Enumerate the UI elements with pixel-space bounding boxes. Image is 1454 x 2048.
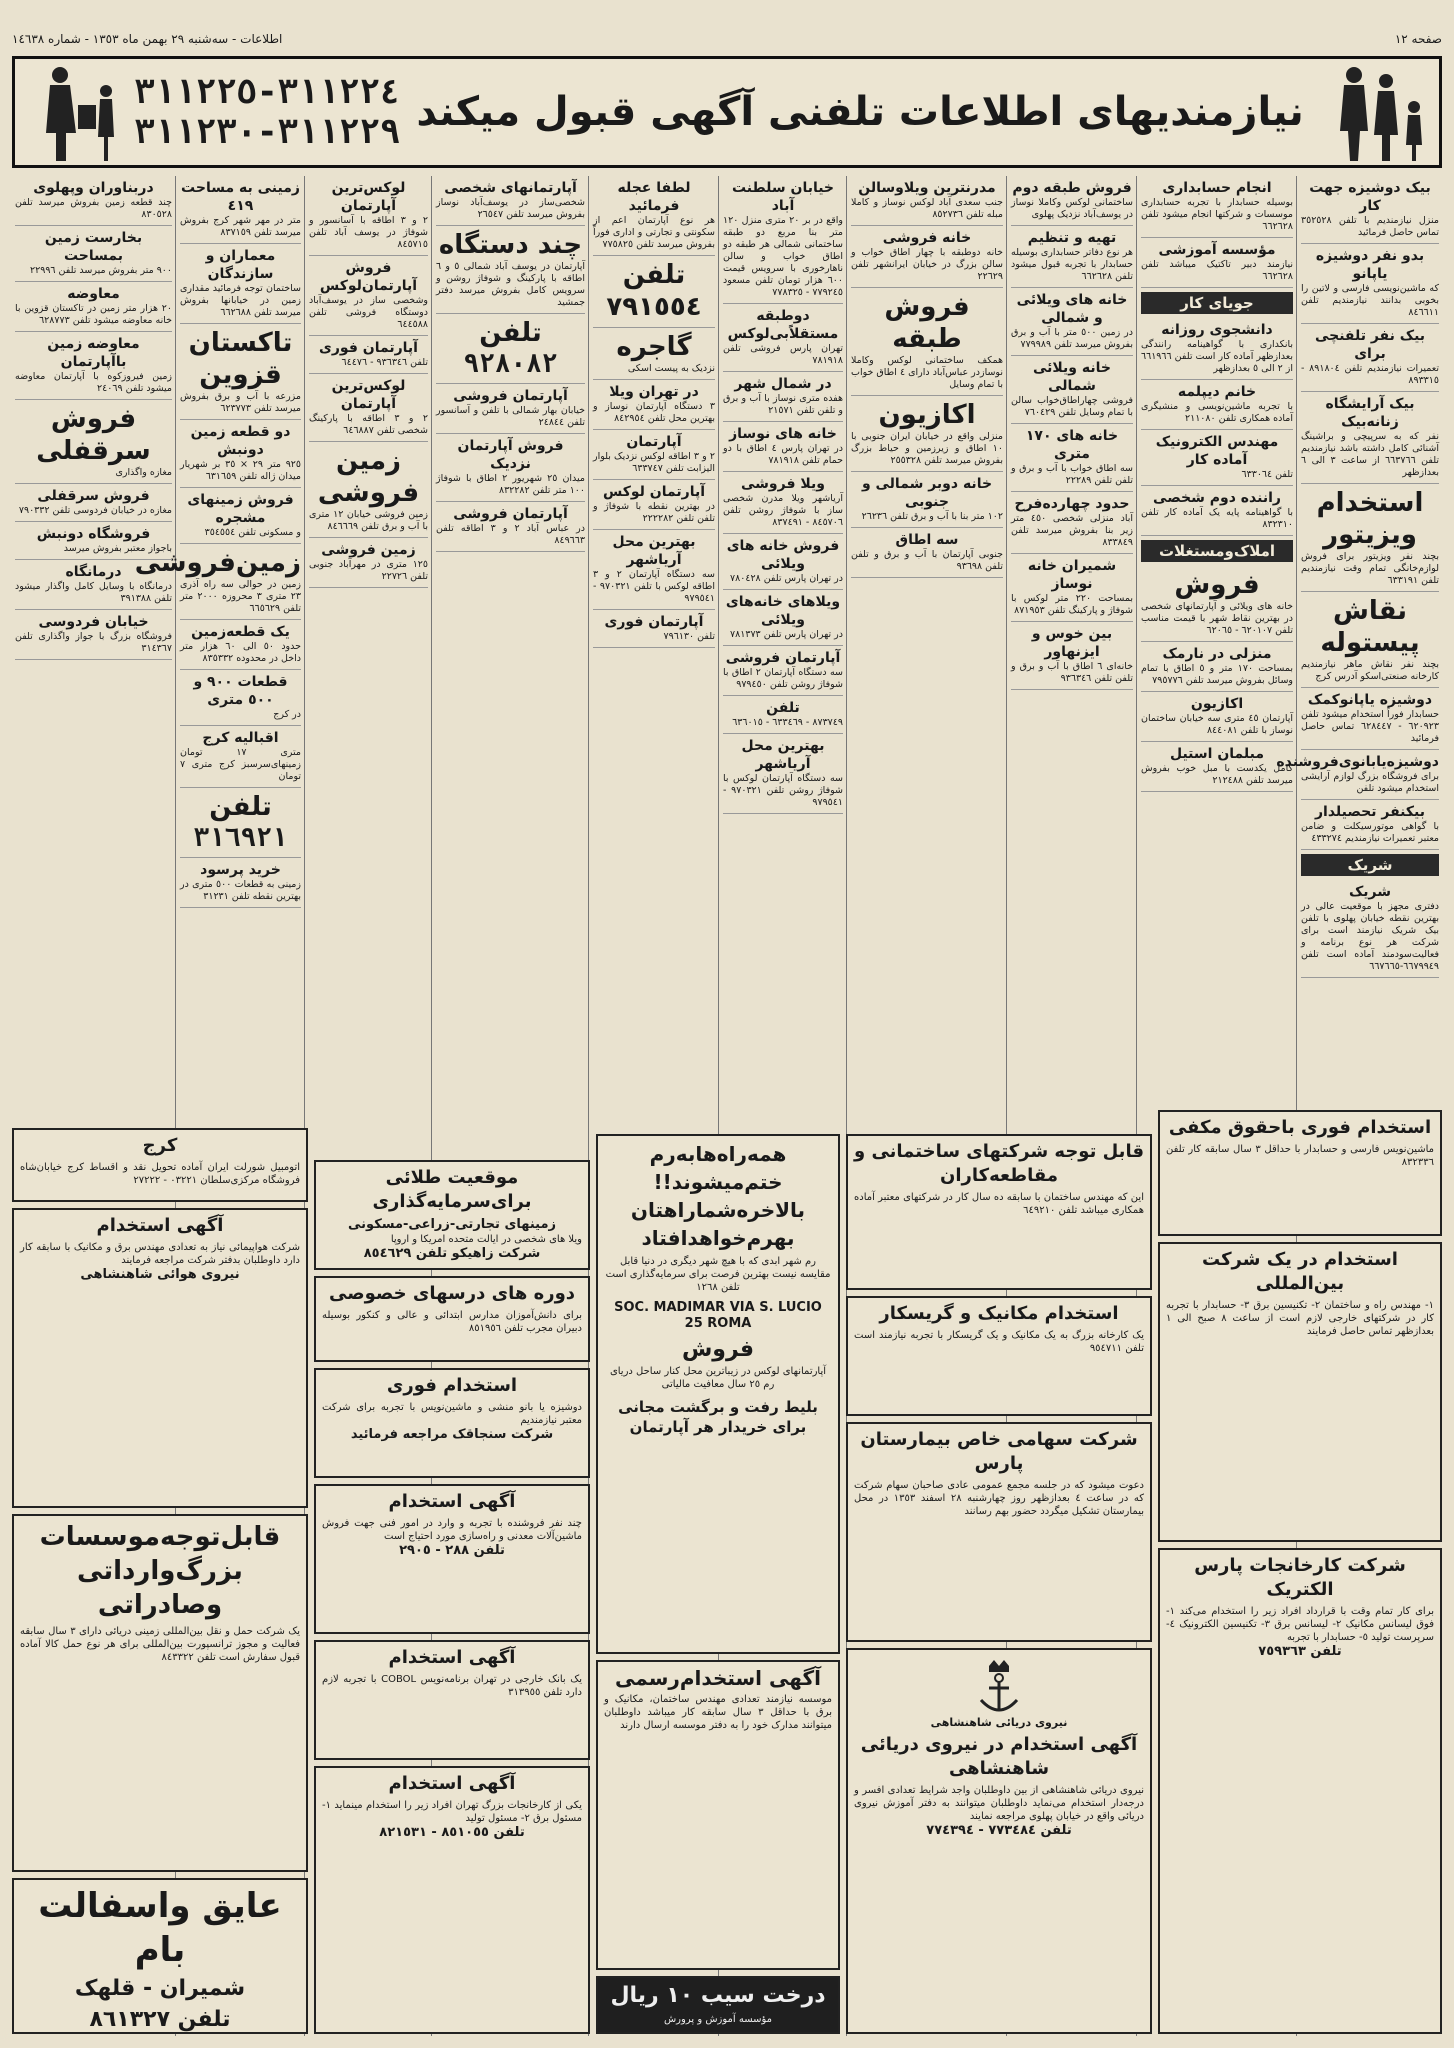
classified-column-6 xyxy=(590,176,718,1136)
classified-ad: آپارتمان فروشی در عباس آباد ٢ و ٣ اطاقه تلفن ٨٤٩٦٦٣ xyxy=(436,502,585,552)
construction-engineer-ad: قابل توجه شرکتهای ساختمانی و مقاطعه‌کاران این که مهندس ساختمان با سابقه ده سال کار در شرکتهای معتبر آماده همکاری میباشد تلفن ٦٤٩٢١٠ xyxy=(846,1134,1152,1290)
classified-ad: مبلمان استیل کامل یکدست با مبل خوب بفروش میرسد تلفن ٢١٢٤٨٨ xyxy=(1141,742,1293,792)
classified-ad: ویلا فروشی آریاشهر ویلا مدرن شخصی ساز با شوفاژ روشن تلفن ٨٤٥٧٠٦ - ٨٣٧٤٩١ xyxy=(723,472,843,534)
classified-ad: خانه های ویلائی و شمالی در زمین ٥٠٠ متر با آب و برق بفروش میرسد تلفن ٧٧٩٩٨٩ xyxy=(1011,288,1133,356)
classified-ad: زمین فروشی ١٢٥ متری در مهرآباد جنوبی تلفن ٢٢٧٢٦ xyxy=(309,538,428,588)
classified-ad: زمین‌فروشی زمین در حوالی سه راه آذری ٢٣ متری ٣ محروزه ٢٠٠٠ متر تلفن ٦٦٥٦٢٩ xyxy=(180,544,301,620)
classified-ad: زمین فروشی زمین فروشی خیابان ١٢ متری با آب و برق تلفن ٨٤٦٦٦٩ xyxy=(309,442,428,538)
classified-ad: خرید پرسود زمینی به قطعات ٥٠٠ متری در بهترین نقطه تلفن ٣١٢٣١ xyxy=(180,858,301,908)
classified-ad: خانم دیپلمه با تجربه ماشین‌نویسی و منشیگری آماده همکاری تلفن ٢١١٠٨٠ xyxy=(1141,380,1293,430)
car-dealer-ad: کرج اتومبیل شورلت ایران آماده تحویل نقد و اقساط کرج خیابان‌شاه فروشگاه مرکزی‌سلطان ٠٣٢٢١ - ٢٧٢٢٢ xyxy=(12,1128,308,1202)
classified-ad: فروش آپارتمان نزدیک میدان ٢٥ شهریور ٢ اطاق با شوفاژ ١٠٠ متر تلفن ٨٣٢٢٨٢ xyxy=(436,434,585,502)
classified-ad: فروشگاه دونبش باجواز معتبر بفروش میرسد xyxy=(15,522,172,560)
classified-column-3 xyxy=(1008,176,1136,1186)
classified-ad: دوطبقه مستقلاًبی‌لوکس تهران پارس فروشی تلفن ٧٨١٩١٨ xyxy=(723,304,843,372)
classified-ad: یک قطعه‌زمین حدود ٥٠ الی ٦٠ هزار متر داخل در محدوده ٨٣٥٣٣٢ xyxy=(180,620,301,670)
classified-ad: خیابان سلطنت آباد واقع در بر ٢٠ متری منزل ١٢٠ متر بنا مربع دو طبقه ساختمانی شمالی هر طبقه دو اطاق خواب و سالن ناهارخوری با سرویس قیمت ٦٠٠ هزار تومان تلفن مسعود ٧٧٩٢٤٥ - ٧٧٨٣٢٥ xyxy=(723,176,843,304)
classified-ad: فروش سرقفلی مغازه واگذاری xyxy=(15,400,172,484)
classified-ad: فروش طبقه دوم ساختمانی لوکس وکاملا نوساز در یوسف‌آباد نزدیک پهلوی xyxy=(1011,176,1133,226)
classified-ad: فروش خانه های ویلائی در تهران پارس تلفن ٧٨٠٤٢٨ xyxy=(723,534,843,590)
shoppers-illustration xyxy=(15,59,134,165)
classified-ad: فروش سرقفلی مغازه در خیابان فردوسی تلفن ٧٩٠٣٣٢ xyxy=(15,484,172,522)
classified-ad: دوشیزه‌یابانوی‌فروشنده برای فروشگاه بزرگ لوازم آرایشی استخدام میشود تلفن xyxy=(1301,750,1439,800)
classified-column-8 xyxy=(306,176,431,1136)
classified-ad: فروش طبقه همکف ساختمانی لوکس وکاملا نوسازدر عباس‌آباد دارای ٤ اطاق خواب با تمام وسایل xyxy=(851,288,1003,396)
urgent-hiring-ad: استخدام فوری دوشیزه یا بانو منشی‌ و ماشین‌نویس با تجربه برای شرکت معتبر نیازمندیم شرکت سنجاقک مراجعه فرمائید xyxy=(314,1368,590,1478)
classified-ad: خانه فروشی خانه دوطبقه با چهار اطاق خواب و سالن بزرگ در خیابان ایرانشهر تلفن ٢٢٦٢٩ xyxy=(851,226,1003,288)
banner-headline: نیازمندیهای اطلاعات تلفنی آگهی قبول میکند xyxy=(416,89,1304,135)
classified-ad: فروش آپارتمان‌لوکس وشخصی ساز در یوسف‌آباد دوستگاه فروشی تلفن ٦٤٤٥٨٨ xyxy=(309,256,428,336)
classified-ad: خیابان فردوسی فروشگاه بزرگ با جواز واگذاری تلفن ٣١٤٣٦٧ xyxy=(15,610,172,660)
classified-ad: دربناوران وپهلوی چند قطعه زمین بفروش میرسد تلفن ٨٣٠٥٢٨ xyxy=(15,176,172,226)
classified-ad: درمانگاه درمانگاه با وسایل کامل واگذار میشود تلفن ٣٩١٣٨٨ xyxy=(15,560,172,610)
sales-hiring-ad: آگهی استخدام چند نفر فروشنده با تجربه و وارد در امور فنی جهت فروش ماشین‌آلات معدنی و راه‌سازی مورد احتیاج است تلفن ٢٨٨ - ٢٩٠٥ xyxy=(314,1484,590,1634)
classified-ad: لوکس‌ترین آپارتمان ٢ و ٣ اطاقه با پارکینگ شخصی تلفن ٦٤٦٨٨٧ xyxy=(309,374,428,442)
classified-ad: راننده دوم شخصی با گواهینامه پایه یک آماده کار تلفن ٨٣٢٣١٠ xyxy=(1141,486,1293,536)
private-lessons-ad: دوره های درسهای خصوصی برای دانش‌آموزان مدارس ابتدائی و عالی و کنکور بوسیله دبیران مجرب تلفن ٨٥١٩٥٦ xyxy=(314,1276,590,1362)
classified-ad: شریک دفتری مجهز با موقعیت عالی در بهترین نقطه خیابان پهلوی با تلفن بیک شریک نیازمند است برای شرکت هر نوع برنامه و فعالیت‌سودمند آماده است تلفن ٦٦٧٩٩٤٩-٦٦٧٦٦٥ xyxy=(1301,880,1439,978)
classified-ad: تهیه و تنظیم هر نوع دفاتر حسابداری بوسیله حسابدار با تجربه قبول میشود تلفن ٦٦٢٦٢٨ xyxy=(1011,226,1133,288)
classified-ad: بیک آرایشگاه زنانه‌بیک نفر که به سرپیچی و براشینگ آشنائی کامل داشته باشد نیازمندیم تلفن ٦٦٣٧٦٦ از ساعت ٣ الی ٦ بعدازظهر xyxy=(1301,392,1439,484)
family-silhouette-icon xyxy=(1324,61,1434,165)
classified-ad: تاکستان قزوین مزرعه با آب و برق بفروش میرسد تلفن ٦٢٣٧٧٣ xyxy=(180,324,301,420)
classified-ad: انجام حسابداری بوسیله حسابدار با تجربه حسابداری موسسات و شرکتها انجام میشود تلفن ٦٦٢٦٢٨ xyxy=(1141,176,1293,238)
issue-info: اطلاعات - سه‌شنبه ٢٩ بهمن ماه ١٣٥٣ - شماره ١٤٦٣٨ xyxy=(12,32,283,46)
page-header-line xyxy=(12,32,1442,46)
hiring-notice-ad: آگهی استخدام شرکت هواپیمائی نیاز به تعدادی مهندس برق و مکانیک با سابقه کار دارد داوطلبان بدفتر شرکت مراجعه فرمایند نیروی هوائی شاهنشاهی xyxy=(12,1208,308,1508)
classified-ad: اقبالیه کرج متری ١٧ تومان زمینهای‌سرسبز کرج متری ٧ تومان xyxy=(180,726,301,788)
classified-column-9 xyxy=(134,176,304,1146)
anchor-crown-icon xyxy=(972,1658,1026,1716)
apple-tree-ad: درخت سیب ١٠ ریال مؤسسه آموزش و پرورش xyxy=(596,1976,840,2034)
classified-ad: دانشجوی روزانه بانکداری با گواهینامه رانندگی بعدازظهر آماده کار است تلفن ٦٦١٩٦٦ از ٢ الی ٥ بعدازظهر xyxy=(1141,318,1293,380)
classified-ad: تلفن ٣١٦٩٢١ xyxy=(180,788,301,858)
navy-emblem: نیروی دریائی شاهنشاهی xyxy=(854,1658,1144,1729)
classified-ad: آپارتمان لوکس در بهترین نقطه با شوفاژ و تلفن تلفن ٢٢٢٢٨٢ xyxy=(593,480,715,530)
classified-ad: دوشیزه یاپانو‌کمک حسابدار فوراً استخدام میشود تلفن ٦٢٠٩٢٣ - ٦٢٨٤٤٧ تماس حاصل فرمائید xyxy=(1301,688,1439,750)
classified-ad: بیک دوشیزه جهت کار منزل نیازمندیم با تلفن ٣٥٢٥٢٨ تماس حاصل فرمائید xyxy=(1301,176,1439,244)
classified-ad: گاجره نزدیک به پیست اسکی xyxy=(593,328,715,380)
classified-ad: فروش خانه های ویلائی و آپارتمانهای شخصی در بهترین نقاط شهر با قیمت مناسب تلفن ٦٢٠١٠٧ - ٦٢٠٦٥ xyxy=(1141,566,1293,642)
classified-ad: بهترین محل آریاشهر سه دستگاه آپارتمان لوکس با شوفاژ روشن تلفن ٩٧٠٣٢١ - ٩٧٩٥٤١ xyxy=(723,734,843,814)
page-number: صفحه ١٢ xyxy=(1394,32,1442,46)
importers-ad: قابل‌توجه‌موسسات بزرگ‌وارداتی وصادراتی یک شرکت حمل و نقل بین‌المللی زمینی دریائی دارای ٣ سال سابقه فعالیت و مجوز ترانسپورت بین‌المللی برای هر نوع حمل کالا آماده قبول سفارش است تلفن ٨٤٣٣٢٢ xyxy=(12,1514,308,1872)
classified-ad: ویلاهای خانه‌های ویلائی در تهران پارس تلفن ٧٨١٣٧٣ xyxy=(723,590,843,646)
official-hiring-ad: آگهی استخدام‌رسمی موسسه نیازمند تعدادی مهندس ساختمان، مکانیک و برق با حداقل ٣ سال سابقه کار میباشد داوطلبان میتوانند مدارک خود را به دفتر موسسه ارسال دارند xyxy=(596,1660,840,1970)
section-header-jobseekers: جویای کار xyxy=(1141,292,1293,314)
classified-ad: مهندس الکترونیک آماده کار تلفن ٦٣٣٠٦٤ xyxy=(1141,430,1293,486)
classified-ad: لوکس‌ترین آپارتمان ٢ و ٣ اطاقه با آسانسور و شوفاژ در یوسف آباد تلفن ٨٤٥٧١٥ xyxy=(309,176,428,256)
classified-ad: خانه های نوساز در تهران پارس ٤ اطاق با دو حمام تلفن ٧٨١٩١٨ xyxy=(723,422,843,472)
classified-ad: تلفن ٧٩١٥٥٤ xyxy=(593,256,715,328)
classified-ad: بخارست زمین بمساحت ٩٠٠ متر بفروش میرسد تلفن ٢٢٩٩٦ xyxy=(15,226,172,282)
classified-ad: منزلی در نارمک بمساحت ١٧٠ متر و ٥ اطاق با تمام وسائل بفروش میرسد تلفن ٧٩٥٧٧٦ xyxy=(1141,642,1293,692)
classified-ad: آپارتمان ٢ و ٣ اطاقه لوکس نزدیک بلوار الیزابت تلفن ٦٣٣٧٤٧ xyxy=(593,430,715,480)
classified-ad: در شمال شهر هفده‌ متری نوساز با آب و برق و تلفن تلفن ٢١٥٧١ xyxy=(723,372,843,422)
navy-hiring-ad: نیروی دریائی شاهنشاهی آگهی استخدام در نیروی دریائی شاهنشاهی نیروی دریائی شاهنشاهی از بین داوطلبان واجد شرایط تعدادی افسر و درجه‌دار استخدام می‌نماید داوطلبان میتوانند به دفتر آموزش نیروی دریائی واقع در خیابان پهلوی مراجعه نمایند تلفن ٧٧٣٤٨٤ - ٧٧٤٣٩٤ xyxy=(846,1648,1152,2034)
mechanic-hiring-ad: استخدام مکانیک و گریسکار یک کارخانه بزرگ به یک مکانیک و یک گریسکار با تجربه نیازمند است تلفن ٩٥٤٧١١ xyxy=(846,1296,1152,1416)
classified-column-2 xyxy=(1138,176,1296,1186)
classified-ad: آپارتمان فروشی سه دستگاه آپارتمان ٢ اطاق با شوفاژ روشن تلفن ٩٧٩٤٥٠ xyxy=(723,646,843,696)
classified-ad: معاوضه ٢٠ هزار متر زمین در تاکستان قزوین با خانه معاوضه میشود تلفن ٦٢٨٧٧٣ xyxy=(15,282,172,332)
classified-ad: آپارتمان فوری تلفن ٩٣٦٣٤٦ - ٦٤٤٧٦ xyxy=(309,336,428,374)
classified-ad: آپارتمانهای شخصی شخصی‌ساز در یوسف‌آباد نوساز بفروش میرسد تلفن ٢٦٥٤٧ xyxy=(436,176,585,226)
classified-ad: آپارتمان فروشی خیابان بهار شمالی با تلفن و آسانسور تلفن ٢٤٨٤٤ xyxy=(436,384,585,434)
classified-ad: قطعات ٩٠٠ و ٥٠٠ متری در کرج xyxy=(180,670,301,726)
classified-ad: زمینی به مساحت ٤١٩ متر در مهر شهر کرج بفروش میرسد تلفن ٨٣٧١٥٩ xyxy=(180,176,301,244)
shopper-silhouette-icon xyxy=(20,61,130,165)
classified-ad: اکازیون منزلی واقع در خیابان ایران جنوبی با ١٠ اطاق و زیرزمین و حیاط بزرگ بفروش میرسد تلفن ٢٥٥٣٢٨ xyxy=(851,396,1003,472)
classified-ad: مؤسسه آموزشی نیازمند دبیر تاکتیک میباشد تلفن ٦٦٢٦٢٨ xyxy=(1141,238,1293,288)
banner-phone-line-2: ٣١١٢٢٩-٣١١٢٣٠ xyxy=(134,112,401,152)
classified-ad: آپارتمان فوری تلفن ٧٩٦١٣٠ xyxy=(593,610,715,648)
classified-column-1 xyxy=(1276,176,1442,1186)
classified-ad: خانه دوبر شمالی و جنوبی ١٠٢ متر بنا با آب و برق تلفن ٢٦٢٣٦ xyxy=(851,472,1003,528)
classified-ad: بیکنفر تحصیلدار با گواهی موتورسیکلت و ضامن معتبر تعمیرات نیازمندیم ٤٣٣٢٧٤ xyxy=(1301,800,1439,850)
family-figures-illustration xyxy=(1320,59,1439,165)
classified-ad: در تهران ویلا ٣ دستگاه آپارتمان نوساز و بهترین محل تلفن ٨٤٢٩٥٤ xyxy=(593,380,715,430)
classified-ad: بدو نفر دوشیزه یاپانو که ماشین‌نویسی فارسی و لاتین را بخوبی بدانند نیازمندیم تلفن ٨٤٦٦١١ xyxy=(1301,244,1439,324)
classified-ad: بهترین محل آریاشهر سه دستگاه آپارتمان ٢ و ٣ اطاقه لوکس با تلفن ٩٧٠٣٢١ - ٩٧٩٥٤١ xyxy=(593,530,715,610)
classifieds-banner xyxy=(12,56,1442,168)
gold-investment-ad: موقعیت طلائی برای‌سرمایه‌گذاری زمینهای تجارتی‌-‌زراعی‌-‌مسکونی ویلا های شخصی در ایالت متحده امریکا و اروپا شرکت زاهیکو تلفن ٨٥٤٦٢٩ xyxy=(314,1160,590,1270)
classified-ad: سه اطاق جنوبی آپارتمان با آب و برق و تلفن تلفن ٩٣٦٩٨ xyxy=(851,528,1003,578)
pars-electric-hiring-ad: شرکت کارخانجات پارس الکتریک برای کار تمام وقت با قرارداد افراد زیر را استخدام می‌کند ١- فوق لیسانس مکانیک ٢- لیسانس برق ٣- تکنیسین الکترونیک ٤- سرپرست تولید ٥- حسابدار با تجربه تلفن ٧٥٩٣٦٣ xyxy=(1158,1548,1442,2034)
section-header-property: املاک‌ومستغلات xyxy=(1141,540,1293,562)
banner-phone-line-1: ٣١١٢٢٤-٣١١٢٢٥ xyxy=(134,72,401,112)
classified-ad: نقاش پیستوله بچند نفر نقاش ماهر نیازمندیم کارخانه صنعتی‌اسکو آدرس کرج xyxy=(1301,592,1439,688)
classified-column-4 xyxy=(848,176,1006,1156)
classified-ad: معاوضه زمین باآپارتمان زمین فیروزکوه با آپارتمان معاوضه میشود تلفن ٢٤٠٦٩ xyxy=(15,332,172,400)
classified-ad: اکازیون آپارتمان ٤٥ متری سه خیابان ساختمان نوساز با تلفن ٨٤٤٠٨١ xyxy=(1141,692,1293,742)
urgent-accountant-ad: استخدام فوری باحقوق مکفی ماشین‌نویس فارسی و حسابدار با حداقل ٣ سال سابقه کار تلفن ٨٣٢٣٣٦ xyxy=(1158,1110,1442,1236)
intl-company-hiring-ad: استخدام در یک شرکت بین‌المللی ۱- مهندس راه و ساختمان ٢- تکنیسین برق ٣- حسابدار با تجربه کار در شرکتهای خارجی لازم است از ساعت ٨ صبح الی ١ بعدازظهر تماس حاصل فرمایند xyxy=(1158,1242,1442,1542)
rome-apartments-ad: همه‌راه‌ها‌به‌رم ختم‌میشوند!! بالاخره‌شماراهتان بهرم‌خواهدافتاد رم شهر ابدی که با هیچ شهر دیگری در دنیا قابل مقایسه نیست بهترین فرصت برای سرمایه‌گذاری است تلفن ١٢٦٨ SOC. MADIMAR VIA S. LUCIO 25 ROMA فروش آپارتمانهای لوکس در زیباترین محل کنار ساحل دریای رم ٢٥ سال معافیت مالیاتی بلیط رفت و برگشت مجانی برای خریدار هر آپارتمان xyxy=(596,1134,840,1654)
classified-ad: چند دستگاه آپارتمان در یوسف آباد شمالی ٥ و ٦ اطاقه با پارکینگ و شوفاژ روشن و سرویس کامل بفروش میرسد دفتر جمشید xyxy=(436,226,585,314)
classified-ad: لطفا عجله فرمائید هر نوع آپارتمان اعم از سکونتی و تجارتی و اداری فوراً بفروش میرسد تلفن ٧٧٥٨٢٥ xyxy=(593,176,715,256)
asphalt-ad: عایق واسفالت بام شمیران - قلهک تلفن ٨٦١٣٢٧ xyxy=(12,1878,308,2034)
classified-ad: دو قطعه زمین دونبش ٩٢٥ متر ٢٩ × ٣٥ بر شهریار میدان ژاله تلفن ٦٣١٦٥٩ xyxy=(180,420,301,488)
classified-ad: حدود چهارده‌فرح آباد منزلی شخصی ٤٥٠ متر زیر بنا بفروش میرسد تلفن ٨٣٣٨٤٩ xyxy=(1011,492,1133,554)
section-header-partner: شریک xyxy=(1301,854,1439,876)
banner-phones xyxy=(134,72,400,152)
classified-ad: شمیران خانه نوساز بمساحت ٢٢٠ متر لوکس با شوفاژ و پارکینگ تلفن ٨٧١٩٥٣ xyxy=(1011,554,1133,622)
classified-ad: خانه های ١٧٠ متری سه اطاق خواب با آب و برق و تلفن تلفن ٢٢٢٨٩ xyxy=(1011,424,1133,492)
classified-ad: تلفن ٨٧٣٧٤٩ - ٦٣٣٤٦٩ - ٦٣٦٠١٥ xyxy=(723,696,843,734)
classified-column-7 xyxy=(433,176,588,1136)
bank-hiring-ad: آگهی استخدام یک بانک خارجی در تهران برنامه‌نویس COBOL با تجربه لازم دارد تلفن ٣١٣٩٥٥ xyxy=(314,1640,590,1760)
classified-ad: معماران و سازندگان ساختمان توجه فرمائید مقداری زمین در خیابانها بفروش میرسد تلفن ٦٦٢٦٨٨ xyxy=(180,244,301,324)
classified-ad: مدرنترین ویلاوسالن جنب سعدی آباد لوکس نوساز و کاملا مبله تلفن ٨٥٢٧٣٦ xyxy=(851,176,1003,226)
classified-ad: خانه ویلائی شمالی فروشی چهاراطاق‌خواب سالن با تمام وسایل تلفن ٧٦٠٤٢٩ xyxy=(1011,356,1133,424)
classified-ad: بین خوس و ایزنهاور خانه‌ای ٦ اطاق با آب و برق و تلفن تلفن ٩٣٦٣٤٦ xyxy=(1011,622,1133,690)
classified-column-10 xyxy=(12,176,175,1116)
classified-ad: فروش زمینهای مشجره و مسکونی تلفن ٣٥٤٥٥٤ xyxy=(180,488,301,544)
classified-ad: تلفن ٩٢٨٠٨٢ xyxy=(436,314,585,384)
classified-ad: بیک نفر تلفنچی برای تعمیرات نیازمندیم تلفن ٨٩١٨٠٤ - ٨٩٣٣١٥ xyxy=(1301,324,1439,392)
classified-ad: استخدام ویزیتور بچند نفر ویزیتور برای فروش لوازم‌خانگی تمام وقت نیازمندیم تلفن ٦٣٣١٩١ xyxy=(1301,484,1439,592)
pars-hospital-notice: شرکت سهامی خاص بیمارستان پارس دعوت میشود که در جلسه مجمع عمومی عادی صاحبان سهام شرکت که در ساعت ٤ بعدازظهر روز چهارشنبه ٢٨ اسفند ١٣٥٣ در محل بیمارستان تشکیل میگردد حضور بهم رسانند xyxy=(846,1422,1152,1642)
factory-hiring-ad: آگهی استخدام یکی از کارخانجات بزرگ تهران افراد زیر را استخدام مینماید ١- مسئول برق ٢- مسئول تولید تلفن ٨٥١٠٥٥ - ٨٢١٥٣١ xyxy=(314,1766,590,2034)
classified-column-5 xyxy=(720,176,846,1136)
